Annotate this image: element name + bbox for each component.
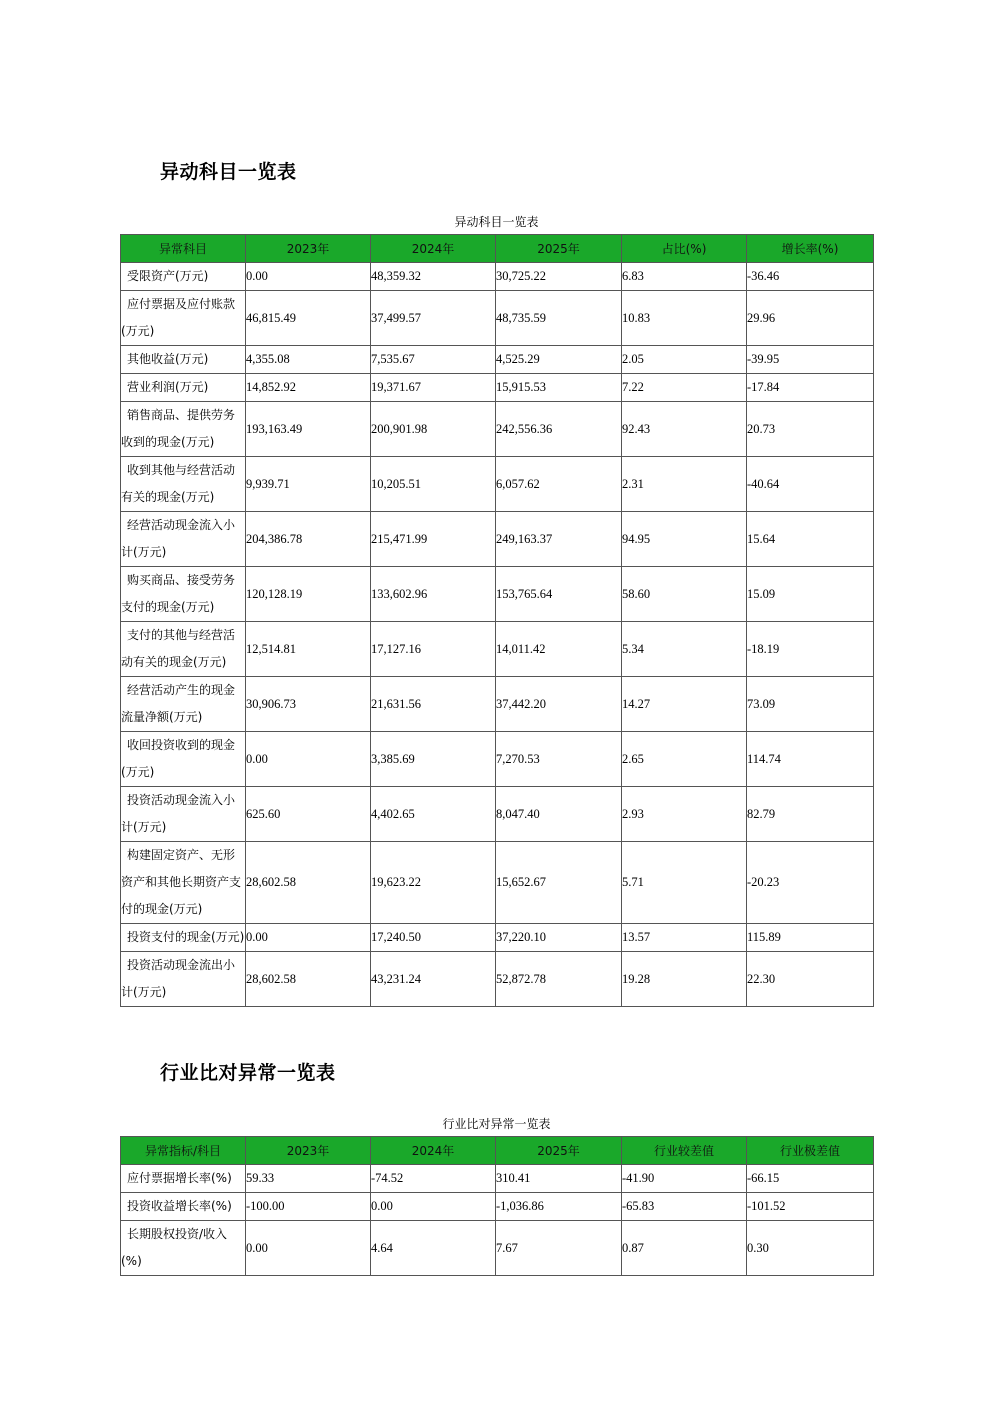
- header-cell: 增长率(%): [747, 235, 874, 263]
- value-growth: 115.89: [747, 924, 874, 952]
- section2-title: 行业比对异常一览表: [160, 1062, 336, 1084]
- anomaly-subjects-table: [120, 234, 874, 1007]
- value-2023: 12,514.81: [246, 622, 371, 677]
- table-row: [121, 1165, 874, 1193]
- value-2025: 7.67: [496, 1221, 622, 1276]
- row-label: 其他收益(万元): [121, 346, 246, 374]
- industry-comparison-table: [120, 1136, 874, 1276]
- value-2024: 21,631.56: [371, 677, 496, 732]
- value-2024: 4.64: [371, 1221, 496, 1276]
- row-label: 投资活动现金流出小计(万元): [121, 952, 246, 1007]
- value-2023: 625.60: [246, 787, 371, 842]
- table-header-row: [121, 1137, 874, 1165]
- value-2025: 48,735.59: [496, 291, 622, 346]
- header-cell: 2023年: [246, 1137, 371, 1165]
- header-cell: 占比(%): [622, 235, 747, 263]
- value-2023: 30,906.73: [246, 677, 371, 732]
- table-row: [121, 512, 874, 567]
- table-header-row: [121, 235, 874, 263]
- row-label: 经营活动现金流入小计(万元): [121, 512, 246, 567]
- header-cell: 行业较差值: [622, 1137, 747, 1165]
- section1-caption: 异动科目一览表: [454, 215, 539, 229]
- row-label: 收到其他与经营活动有关的现金(万元): [121, 457, 246, 512]
- row-label: 投资收益增长率(%): [121, 1193, 246, 1221]
- value-2024: -74.52: [371, 1165, 496, 1193]
- value-share: 2.31: [622, 457, 747, 512]
- value-2023: 0.00: [246, 1221, 371, 1276]
- table-row: [121, 402, 874, 457]
- value-industry-poor: 0.87: [622, 1221, 747, 1276]
- value-2023: 28,602.58: [246, 842, 371, 924]
- header-cell: 行业极差值: [747, 1137, 874, 1165]
- value-2023: 28,602.58: [246, 952, 371, 1007]
- value-share: 2.93: [622, 787, 747, 842]
- value-2024: 215,471.99: [371, 512, 496, 567]
- table-row: [121, 263, 874, 291]
- value-2024: 200,901.98: [371, 402, 496, 457]
- value-2023: 0.00: [246, 263, 371, 291]
- value-2023: 14,852.92: [246, 374, 371, 402]
- header-cell: 2025年: [496, 235, 622, 263]
- value-2024: 17,127.16: [371, 622, 496, 677]
- table-row: [121, 346, 874, 374]
- table-row: [121, 457, 874, 512]
- value-growth: -40.64: [747, 457, 874, 512]
- value-share: 10.83: [622, 291, 747, 346]
- row-label: 应付票据及应付账款(万元): [121, 291, 246, 346]
- value-share: 58.60: [622, 567, 747, 622]
- value-share: 2.05: [622, 346, 747, 374]
- row-label: 购买商品、接受劳务支付的现金(万元): [121, 567, 246, 622]
- value-growth: 22.30: [747, 952, 874, 1007]
- value-2025: 37,220.10: [496, 924, 622, 952]
- value-growth: 29.96: [747, 291, 874, 346]
- table-row: [121, 374, 874, 402]
- value-2025: 8,047.40: [496, 787, 622, 842]
- row-label: 应付票据增长率(%): [121, 1165, 246, 1193]
- value-2025: 4,525.29: [496, 346, 622, 374]
- row-label: 营业利润(万元): [121, 374, 246, 402]
- value-2025: 15,915.53: [496, 374, 622, 402]
- value-growth: 20.73: [747, 402, 874, 457]
- value-2023: 0.00: [246, 732, 371, 787]
- header-cell: 2024年: [371, 1137, 496, 1165]
- header-cell: 2025年: [496, 1137, 622, 1165]
- value-growth: 15.09: [747, 567, 874, 622]
- value-2024: 10,205.51: [371, 457, 496, 512]
- value-share: 6.83: [622, 263, 747, 291]
- header-cell: 2023年: [246, 235, 371, 263]
- section2-caption: 行业比对异常一览表: [442, 1117, 551, 1131]
- value-2023: 4,355.08: [246, 346, 371, 374]
- value-2025: 242,556.36: [496, 402, 622, 457]
- row-label: 投资支付的现金(万元): [121, 924, 246, 952]
- value-share: 13.57: [622, 924, 747, 952]
- header-cell: 异常科目: [121, 235, 246, 263]
- section1-title: 异动科目一览表: [160, 161, 297, 183]
- value-2023: 59.33: [246, 1165, 371, 1193]
- table-row: [121, 787, 874, 842]
- value-2025: 249,163.37: [496, 512, 622, 567]
- row-label: 支付的其他与经营活动有关的现金(万元): [121, 622, 246, 677]
- value-2025: 14,011.42: [496, 622, 622, 677]
- value-2024: 48,359.32: [371, 263, 496, 291]
- value-share: 5.71: [622, 842, 747, 924]
- row-label: 构建固定资产、无形资产和其他长期资产支付的现金(万元): [121, 842, 246, 924]
- row-label: 受限资产(万元): [121, 263, 246, 291]
- value-2023: 46,815.49: [246, 291, 371, 346]
- value-share: 92.43: [622, 402, 747, 457]
- row-label: 长期股权投资/收入(%): [121, 1221, 246, 1276]
- table-row: [121, 291, 874, 346]
- value-2024: 0.00: [371, 1193, 496, 1221]
- row-label: 经营活动产生的现金流量净额(万元): [121, 677, 246, 732]
- value-share: 14.27: [622, 677, 747, 732]
- value-2024: 7,535.67: [371, 346, 496, 374]
- value-share: 5.34: [622, 622, 747, 677]
- value-2024: 17,240.50: [371, 924, 496, 952]
- row-label: 投资活动现金流入小计(万元): [121, 787, 246, 842]
- table-row: [121, 567, 874, 622]
- value-share: 19.28: [622, 952, 747, 1007]
- value-2025: 6,057.62: [496, 457, 622, 512]
- value-growth: -39.95: [747, 346, 874, 374]
- value-share: 2.65: [622, 732, 747, 787]
- value-industry-extreme: -101.52: [747, 1193, 874, 1221]
- value-growth: -36.46: [747, 263, 874, 291]
- table-row: [121, 1193, 874, 1221]
- value-2023: 0.00: [246, 924, 371, 952]
- table-row: [121, 622, 874, 677]
- row-label: 收回投资收到的现金(万元): [121, 732, 246, 787]
- value-2024: 43,231.24: [371, 952, 496, 1007]
- value-2024: 133,602.96: [371, 567, 496, 622]
- value-2025: 15,652.67: [496, 842, 622, 924]
- value-2023: 9,939.71: [246, 457, 371, 512]
- value-2024: 3,385.69: [371, 732, 496, 787]
- value-growth: 82.79: [747, 787, 874, 842]
- value-2025: 7,270.53: [496, 732, 622, 787]
- value-2023: -100.00: [246, 1193, 371, 1221]
- row-label: 销售商品、提供劳务收到的现金(万元): [121, 402, 246, 457]
- value-share: 94.95: [622, 512, 747, 567]
- table-row: [121, 732, 874, 787]
- value-2025: 153,765.64: [496, 567, 622, 622]
- value-growth: -17.84: [747, 374, 874, 402]
- table-row: [121, 1221, 874, 1276]
- value-industry-extreme: -66.15: [747, 1165, 874, 1193]
- header-cell: 2024年: [371, 235, 496, 263]
- value-2023: 193,163.49: [246, 402, 371, 457]
- value-2025: 52,872.78: [496, 952, 622, 1007]
- value-industry-poor: -41.90: [622, 1165, 747, 1193]
- header-cell: 异常指标/科目: [121, 1137, 246, 1165]
- value-2025: 30,725.22: [496, 263, 622, 291]
- value-2023: 120,128.19: [246, 567, 371, 622]
- table-row: [121, 924, 874, 952]
- value-growth: 114.74: [747, 732, 874, 787]
- value-growth: -18.19: [747, 622, 874, 677]
- value-growth: -20.23: [747, 842, 874, 924]
- value-industry-extreme: 0.30: [747, 1221, 874, 1276]
- value-2025: -1,036.86: [496, 1193, 622, 1221]
- value-2024: 19,371.67: [371, 374, 496, 402]
- value-industry-poor: -65.83: [622, 1193, 747, 1221]
- value-2023: 204,386.78: [246, 512, 371, 567]
- value-growth: 73.09: [747, 677, 874, 732]
- value-share: 7.22: [622, 374, 747, 402]
- table-row: [121, 677, 874, 732]
- value-2024: 4,402.65: [371, 787, 496, 842]
- table-row: [121, 842, 874, 924]
- value-2025: 37,442.20: [496, 677, 622, 732]
- table-row: [121, 952, 874, 1007]
- value-2025: 310.41: [496, 1165, 622, 1193]
- value-growth: 15.64: [747, 512, 874, 567]
- value-2024: 37,499.57: [371, 291, 496, 346]
- value-2024: 19,623.22: [371, 842, 496, 924]
